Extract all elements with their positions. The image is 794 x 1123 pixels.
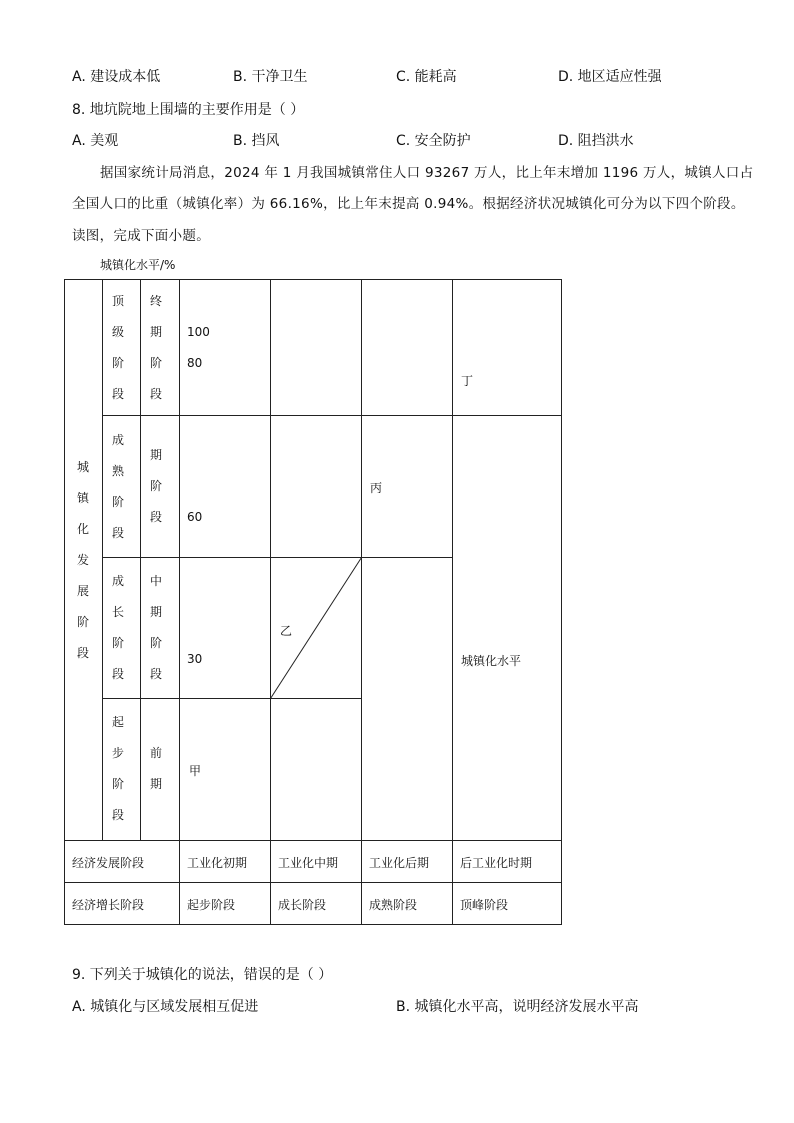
econ-growth-col-2: 成长阶段 xyxy=(278,898,327,912)
marker-jia: 甲 xyxy=(189,764,202,778)
econ-growth-col-3: 成熟阶段 xyxy=(369,898,418,912)
stage-name-peak: 顶级阶段 xyxy=(111,294,124,401)
q7-option-d: D. 地区适应性强 xyxy=(558,69,662,85)
econ-growth-col-4: 顶峰阶段 xyxy=(460,898,509,912)
period-later: 期阶段 xyxy=(149,448,162,524)
left-label-urbanization-stages: 城镇化发展阶段 xyxy=(76,460,89,660)
curve-label: 城镇化水平 xyxy=(461,654,522,668)
level-100: 100 xyxy=(187,325,210,339)
q7-option-c: C. 能耗高 xyxy=(396,69,457,85)
econ-dev-col-1: 工业化初期 xyxy=(187,856,248,870)
econ-dev-col-3: 工业化后期 xyxy=(369,856,430,870)
q9-option-b: B. 城镇化水平高，说明经济发展水平高 xyxy=(396,999,639,1015)
q9-option-a: A. 城镇化与区域发展相互促进 xyxy=(72,999,259,1015)
q8-option-c: C. 安全防护 xyxy=(396,133,471,149)
econ-dev-col-4: 后工业化时期 xyxy=(460,856,533,870)
stage-name-mature: 成熟阶段 xyxy=(111,433,124,540)
marker-bing: 丙 xyxy=(370,481,383,495)
level-60: 60 xyxy=(187,510,203,524)
q8-stem: 8. 地坑院地上围墙的主要作用是（ ） xyxy=(72,102,305,118)
passage-line-2: 全国人口的比重（城镇化率）为 66.16%，比上年末提高 0.94%。根据经济状况城镇化可分为以下四个阶段。 xyxy=(72,196,745,212)
period-middle: 中期阶段 xyxy=(149,574,162,681)
passage-line-3: 读图，完成下面小题。 xyxy=(72,228,210,244)
marker-yi: 乙 xyxy=(280,624,293,638)
econ-dev-col-2: 工业化中期 xyxy=(278,856,339,870)
level-80: 80 xyxy=(187,356,203,370)
econ-growth-col-1: 起步阶段 xyxy=(187,898,236,912)
econ-dev-label: 经济发展阶段 xyxy=(72,856,145,870)
marker-ding: 丁 xyxy=(461,374,474,388)
figure-caption: 城镇化水平/% xyxy=(100,258,176,272)
passage-line-1: 据国家统计局消息，2024 年 1 月我国城镇常住人口 93267 万人，比上年末增加 1196 万人，城镇人口占 xyxy=(100,165,754,181)
period-early: 前期 xyxy=(149,746,162,791)
q7-option-a: A. 建设成本低 xyxy=(72,69,161,85)
econ-growth-label: 经济增长阶段 xyxy=(72,898,145,912)
q8-option-d: D. 阻挡洪水 xyxy=(558,133,634,149)
stage-name-start: 起步阶段 xyxy=(111,715,124,822)
stage-name-growth: 成长阶段 xyxy=(111,574,124,681)
q8-option-a: A. 美观 xyxy=(72,133,119,149)
q7-option-b: B. 干净卫生 xyxy=(233,69,308,85)
period-final: 终期阶段 xyxy=(149,294,162,401)
q9-stem: 9. 下列关于城镇化的说法，错误的是（ ） xyxy=(72,967,333,983)
q8-option-b: B. 挡风 xyxy=(233,133,280,149)
level-30: 30 xyxy=(187,652,203,666)
